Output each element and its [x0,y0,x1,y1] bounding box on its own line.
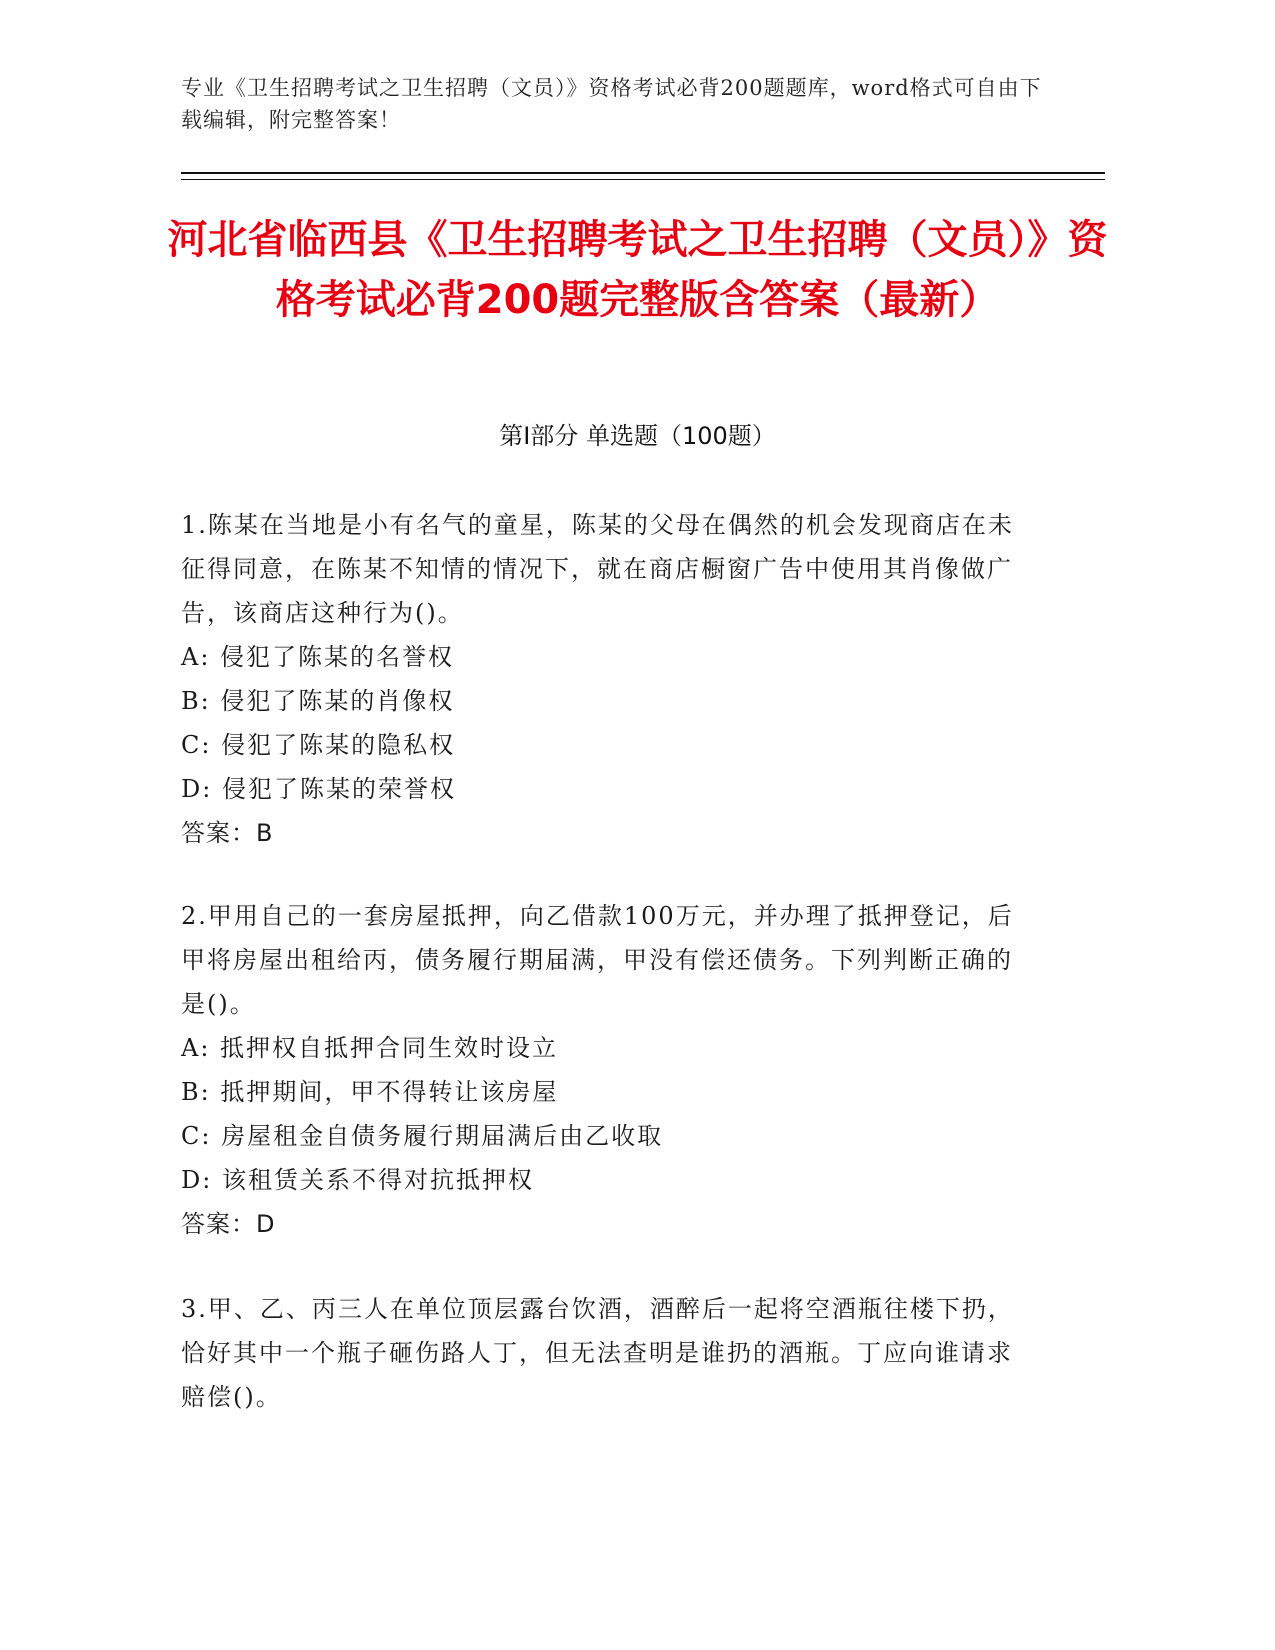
question-text: 1.陈某在当地是小有名气的童星，陈某的父母在偶然的机会发现商店在未征得同意，在陈某不知情的情况下，就在商店橱窗广告中使用其肖像做广告，该商店这种行为()。 [181,511,1014,627]
question-2 [181,894,1021,1246]
document-title: 河北省临西县《卫生招聘考试之卫生招聘（文员）》资格考试必背200题完整版含答案（最新） [167,217,1108,323]
option-a: A: 抵押权自抵押合同生效时设立 [181,1034,559,1062]
question-1 [181,503,1021,855]
answer: 答案：D [181,1210,276,1238]
answer: 答案：B [181,819,274,847]
option-b: B: 侵犯了陈某的肖像权 [181,687,455,715]
option-c: C: 房屋租金自债务履行期届满后由乙收取 [181,1122,664,1150]
option-c: C: 侵犯了陈某的隐私权 [181,731,456,759]
question-3 [181,1287,1021,1419]
option-a: A: 侵犯了陈某的名誉权 [181,643,455,671]
option-d: D: 该租赁关系不得对抗抵押权 [181,1166,534,1194]
header-note: 专业《卫生招聘考试之卫生招聘（文员）》资格考试必背200题题库，word格式可自由下载编辑，附完整答案！ [181,76,1042,132]
question-text: 2.甲用自己的一套房屋抵押，向乙借款100万元，并办理了抵押登记，后甲将房屋出租给丙，债务履行期届满，甲没有偿还债务。下列判断正确的是()。 [181,902,1014,1018]
header-divider-thin [181,179,1105,180]
option-b: B: 抵押期间，甲不得转让该房屋 [181,1078,559,1106]
section-title: 第I部分 单选题（100题） [499,422,776,450]
option-d: D: 侵犯了陈某的荣誉权 [181,775,456,803]
question-text: 3.甲、乙、丙三人在单位顶层露台饮酒，酒醉后一起将空酒瓶往楼下扔，恰好其中一个瓶子砸伤路人丁，但无法查明是谁扔的酒瓶。丁应向谁请求赔偿()。 [181,1295,1014,1411]
header-divider-thick [181,172,1105,174]
